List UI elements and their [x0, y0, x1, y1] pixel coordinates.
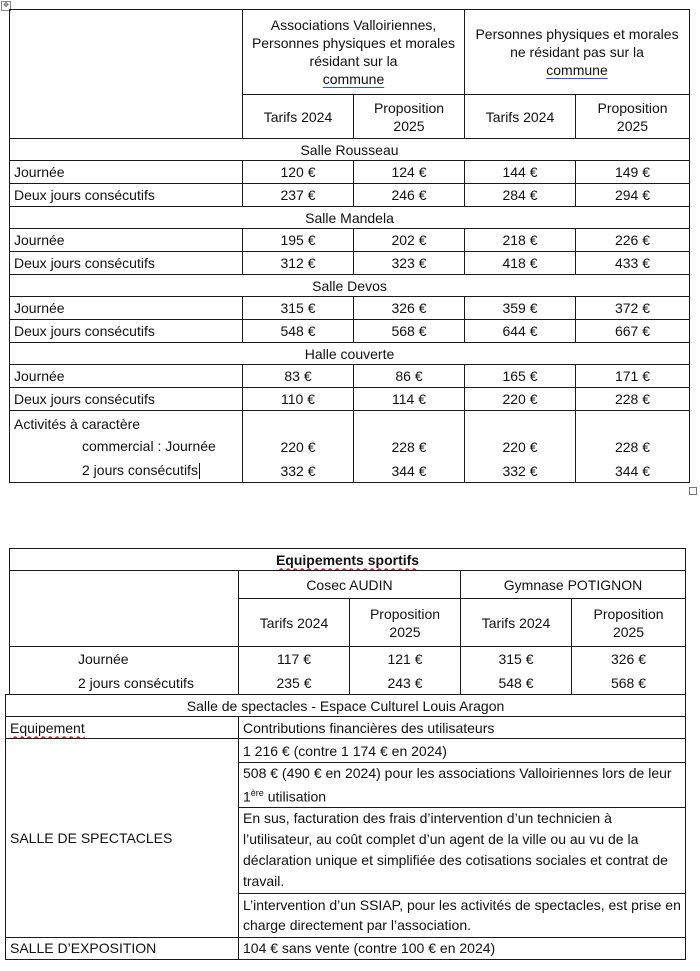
- row-label: Journée: [10, 161, 243, 184]
- table-row: [10, 297, 690, 320]
- section-title: Salle Devos: [10, 275, 690, 297]
- commercial-label: Activités à caractère commercial : Journée 2 jours consécutifs: [10, 411, 243, 483]
- table-row: [10, 252, 690, 275]
- price-cell: 83 €: [243, 365, 354, 388]
- price-cell: 220 €: [465, 388, 576, 411]
- price-cell: 568 €: [354, 320, 465, 343]
- price-cell: 114 €: [354, 388, 465, 411]
- tarifs-salles-table: [9, 9, 690, 483]
- price-cell: 226 €: [576, 229, 690, 252]
- price-cell: 323 €: [354, 252, 465, 275]
- header-proposition-2025: Proposition 2025: [572, 599, 686, 647]
- price-cell: 120 €: [243, 161, 354, 184]
- spectacles-associations: 508 € (490 € en 2024) pour les associations Valloiriennes lors de leur 1ère utilisation: [239, 763, 686, 808]
- spectacles-ssiap: L’intervention d’un SSIAP, pour les activités de spectacles, est prise en charge directement par l’association.: [239, 893, 686, 937]
- price-cell: 326 €: [354, 297, 465, 320]
- price-cell: 195 €: [243, 229, 354, 252]
- header-cosec: Cosec AUDIN: [239, 571, 461, 599]
- price-cell: 284 €: [465, 184, 576, 207]
- header-empty-cell: [10, 10, 243, 139]
- row-label: Deux jours consécutifs: [10, 320, 243, 343]
- header-tarifs-2024: Tarifs 2024: [461, 599, 572, 647]
- price-cell: 667 €: [576, 320, 690, 343]
- price-cell: 312 €: [243, 252, 354, 275]
- price-cell: 644 €: [465, 320, 576, 343]
- equipements-sportifs-title: Equipements sportifs: [10, 549, 686, 571]
- row-label: Journée: [10, 229, 243, 252]
- table-row: [10, 320, 690, 343]
- price-cell: 218 €: [465, 229, 576, 252]
- price-cell: 124 €: [354, 161, 465, 184]
- row-label: Deux jours consécutifs: [10, 252, 243, 275]
- price-cell: 433 €: [576, 252, 690, 275]
- contributions-header: Contributions financières des utilisateurs: [239, 717, 686, 739]
- table-move-handle[interactable]: ✥: [1, 1, 11, 11]
- table-row: [10, 365, 690, 388]
- commercial-cell: 228 € 344 €: [576, 411, 690, 483]
- price-cell: 171 €: [576, 365, 690, 388]
- row-label: Journée: [10, 297, 243, 320]
- price-cell: 110 €: [243, 388, 354, 411]
- table-row: [10, 388, 690, 411]
- section-title: Halle couverte: [10, 343, 690, 365]
- price-cell: 246 €: [354, 184, 465, 207]
- table-row: [10, 161, 690, 184]
- equipements-sportifs-table: [9, 548, 686, 695]
- salle-spectacles-label: SALLE DE SPECTACLES: [6, 739, 239, 938]
- price-cell: 359 €: [465, 297, 576, 320]
- spectacles-technicien: En sus, facturation des frais d’intervention d’un technicien à l’utilisateur, au coût complet d’un agent de la ville ou au vu de la déclaration unique et simplifiée des cotisations sociales et contrat de travail.: [239, 807, 686, 893]
- table-row: [10, 229, 690, 252]
- row-label: Journée: [10, 365, 243, 388]
- price-cell: 149 €: [576, 161, 690, 184]
- espace-culturel-table: [5, 694, 686, 960]
- header-proposition-2025: Proposition 2025: [576, 95, 690, 139]
- table-row: [10, 184, 690, 207]
- espace-culturel-title: Salle de spectacles - Espace Culturel Louis Aragon: [6, 695, 686, 717]
- sport-cell: 326 € 568 €: [572, 647, 686, 695]
- sport-cell: 315 € 548 €: [461, 647, 572, 695]
- price-cell: 165 €: [465, 365, 576, 388]
- salle-exposition-label: SALLE D’EXPOSITION: [6, 937, 239, 959]
- commercial-cell: 228 € 344 €: [354, 411, 465, 483]
- sport-cell: 117 € 235 €: [239, 647, 350, 695]
- header-residents: Associations Valloiriennes, Personnes physiques et morales résidant sur la commune: [243, 10, 465, 95]
- commercial-cell: 220 € 332 €: [465, 411, 576, 483]
- price-cell: 228 €: [576, 388, 690, 411]
- header-tarifs-2024: Tarifs 2024: [465, 95, 576, 139]
- row-label: Deux jours consécutifs: [10, 184, 243, 207]
- header-tarifs-2024: Tarifs 2024: [243, 95, 354, 139]
- text-cursor: [199, 463, 200, 479]
- row-label: Deux jours consécutifs: [10, 388, 243, 411]
- section-title: Salle Rousseau: [10, 139, 690, 161]
- price-cell: 86 €: [354, 365, 465, 388]
- sport-cell: 121 € 243 €: [350, 647, 461, 695]
- equipement-header: Equipement: [6, 717, 239, 739]
- price-cell: 144 €: [465, 161, 576, 184]
- header-gymnase: Gymnase POTIGNON: [461, 571, 686, 599]
- sport-label: Journée 2 jours consécutifs: [10, 647, 239, 695]
- price-cell: 202 €: [354, 229, 465, 252]
- header-tarifs-2024: Tarifs 2024: [239, 599, 350, 647]
- price-cell: 418 €: [465, 252, 576, 275]
- commercial-cell: 220 € 332 €: [243, 411, 354, 483]
- price-cell: 294 €: [576, 184, 690, 207]
- price-cell: 315 €: [243, 297, 354, 320]
- price-cell: 237 €: [243, 184, 354, 207]
- header-proposition-2025: Proposition 2025: [354, 95, 465, 139]
- header-empty-cell: [10, 571, 239, 647]
- section-title: Salle Mandela: [10, 207, 690, 229]
- header-non-residents: Personnes physiques et morales ne résidant pas sur la commune: [465, 10, 690, 95]
- salle-exposition-value: 104 € sans vente (contre 100 € en 2024): [239, 937, 686, 959]
- price-cell: 372 €: [576, 297, 690, 320]
- spectacles-tarif: 1 216 € (contre 1 174 € en 2024): [239, 739, 686, 763]
- header-proposition-2025: Proposition 2025: [350, 599, 461, 647]
- price-cell: 548 €: [243, 320, 354, 343]
- table-resize-handle[interactable]: [689, 487, 697, 495]
